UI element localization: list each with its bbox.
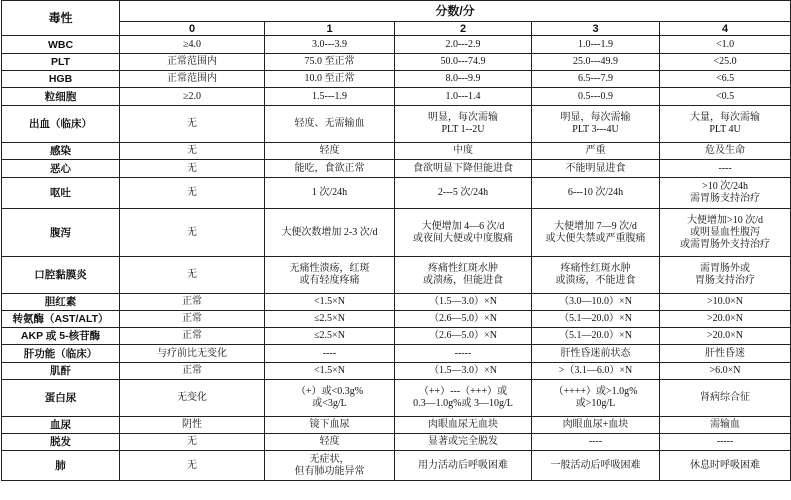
cell-text-line: （+）或<0.3g% xyxy=(295,386,364,397)
cell-text-line: <1.0 xyxy=(715,38,735,50)
cell-text-line: 10.0 至正常 xyxy=(304,73,355,84)
cell-text-line: 无 xyxy=(187,187,197,198)
grade-1-cell xyxy=(265,451,395,481)
grade-3-cell xyxy=(532,294,660,311)
grade-2-cell xyxy=(395,451,532,481)
cell-text-line: 或明显血性腹泻 xyxy=(690,226,761,238)
cell-text-line: 需胃肠支持治疗 xyxy=(690,193,761,204)
grade-2-cell xyxy=(395,88,532,106)
grade-4-cell xyxy=(660,54,791,71)
cell-text-line: 正常范围内 xyxy=(167,73,217,84)
cell-text-line: 能吃，食欲正常 xyxy=(294,162,365,174)
table-row xyxy=(2,363,791,380)
cell-text-line: 无痛性溃疡，红斑 xyxy=(289,263,370,274)
grade-4-cell xyxy=(660,328,791,345)
grade-4-cell xyxy=(660,36,791,54)
cell-text-line: 疼痛性红斑水肿 xyxy=(428,263,498,274)
cell-text-line: ≤2.5×N xyxy=(314,313,345,324)
grade-3-cell xyxy=(532,363,660,380)
grade-1-header: 1 xyxy=(265,22,395,36)
cell-text-line: 0.5---0.9 xyxy=(578,90,613,102)
cell-text-line: 无 xyxy=(187,436,197,447)
grade-0-cell xyxy=(120,88,265,106)
table-row xyxy=(2,380,791,417)
grade-4-cell xyxy=(660,209,791,257)
grade-1-cell xyxy=(265,380,395,417)
cell-text-line: 明显，每次需输 xyxy=(428,112,498,123)
grade-3-cell xyxy=(532,71,660,88)
grade-3-cell xyxy=(532,417,660,434)
table-row xyxy=(2,54,791,71)
cell-text-line: 与疗前比无变化 xyxy=(157,347,227,359)
table-body xyxy=(2,36,791,481)
table-row xyxy=(2,143,791,160)
cell-text-line: PLT 1--2U xyxy=(441,124,485,135)
grade-0-cell xyxy=(120,54,265,71)
cell-text-line: 75.0 至正常 xyxy=(304,56,355,67)
table-row xyxy=(2,434,791,451)
cell-text-line: ----- xyxy=(454,347,472,359)
row-header: AKP 或 5-核苷酶 xyxy=(2,328,120,345)
grade-0-cell xyxy=(120,294,265,311)
row-header: 粒细胞 xyxy=(2,88,120,106)
grade-1-cell xyxy=(265,363,395,380)
cell-text-line: ---- xyxy=(718,162,732,174)
grade-2-cell xyxy=(395,434,532,451)
grade-0-cell xyxy=(120,451,265,481)
grade-1-cell xyxy=(265,71,395,88)
cell-text-line: （3.0—10.0）×N xyxy=(559,296,632,307)
grade-1-cell xyxy=(265,257,395,294)
cell-text-line: 大量，每次需输 xyxy=(690,112,761,123)
grade-1-cell xyxy=(265,417,395,434)
grade-2-cell xyxy=(395,71,532,88)
cell-text-line: 轻度、无需输血 xyxy=(294,118,365,129)
cell-text-line: 肉眼血尿+血块 xyxy=(562,419,629,430)
cell-text-line: 显著或完全脱发 xyxy=(428,436,498,447)
toxicity-header: 毒性 xyxy=(2,1,120,36)
grade-3-cell xyxy=(532,160,660,178)
grade-2-header: 2 xyxy=(395,22,532,36)
row-header: 脱发 xyxy=(2,434,120,451)
cell-text-line: （2.6—5.0）×N xyxy=(429,330,497,341)
row-header: 口腔黏膜炎 xyxy=(2,257,120,294)
row-header: 恶心 xyxy=(2,160,120,178)
cell-text-line: 正常 xyxy=(182,313,202,324)
grade-2-cell xyxy=(395,363,532,380)
cell-text-line: ---- xyxy=(322,347,337,359)
table-row xyxy=(2,345,791,363)
row-header: HGB xyxy=(2,71,120,88)
grade-1-cell xyxy=(265,178,395,209)
grade-2-cell xyxy=(395,143,532,160)
cell-text-line: >6.0×N xyxy=(709,365,741,376)
grade-3-cell xyxy=(532,54,660,71)
row-header: 呕吐 xyxy=(2,178,120,209)
grade-1-cell xyxy=(265,106,395,143)
grade-1-cell xyxy=(265,209,395,257)
cell-text-line: 或>10g/L xyxy=(575,398,616,409)
grade-4-cell xyxy=(660,417,791,434)
cell-text-line: 或溃疡，不能进食 xyxy=(555,275,636,286)
grade-2-cell xyxy=(395,36,532,54)
grade-2-cell xyxy=(395,106,532,143)
grade-0-cell xyxy=(120,257,265,294)
row-header: 蛋白尿 xyxy=(2,380,120,417)
grade-2-cell xyxy=(395,54,532,71)
grade-1-cell xyxy=(265,434,395,451)
grade-4-cell xyxy=(660,311,791,328)
cell-text-line: （5.1—20.0）×N xyxy=(559,330,632,341)
cell-text-line: （1.5—3.0）×N xyxy=(429,296,497,307)
grade-4-cell xyxy=(660,363,791,380)
cell-text-line: 但有肺功能异常 xyxy=(294,465,365,477)
cell-text-line: 正常 xyxy=(182,365,202,376)
grade-0-cell xyxy=(120,71,265,88)
grade-3-cell xyxy=(532,434,660,451)
grade-4-cell xyxy=(660,345,791,363)
cell-text-line: 2---5 次/24h xyxy=(437,187,489,198)
cell-text-line: 需输血 xyxy=(710,419,741,430)
cell-text-line: 无 xyxy=(187,269,197,280)
cell-text-line: 无症状， xyxy=(309,453,350,465)
cell-text-line: 或需胃肠外支持治疗 xyxy=(680,238,771,250)
row-header: PLT xyxy=(2,54,120,71)
cell-text-line: 用力活动后呼吸困难 xyxy=(418,459,508,471)
grade-3-cell xyxy=(532,143,660,160)
cell-text-line: （1.5—3.0）×N xyxy=(429,365,497,376)
table-row xyxy=(2,88,791,106)
grade-3-cell xyxy=(532,209,660,257)
grade-2-cell xyxy=(395,178,532,209)
grade-0-cell xyxy=(120,178,265,209)
cell-text-line: 或<3g/L xyxy=(312,398,347,409)
cell-text-line: 大便次数增加 2-3 次/d xyxy=(281,226,378,238)
row-header: 胆红素 xyxy=(2,294,120,311)
grade-4-cell xyxy=(660,451,791,481)
grade-0-cell xyxy=(120,328,265,345)
cell-text-line: 无 xyxy=(187,459,197,471)
table-row xyxy=(2,311,791,328)
grade-1-cell xyxy=(265,328,395,345)
cell-text-line: 6.5---7.9 xyxy=(578,73,613,84)
cell-text-line: 无 xyxy=(187,118,197,129)
grade-4-cell xyxy=(660,143,791,160)
table-row xyxy=(2,36,791,54)
grade-3-cell xyxy=(532,380,660,417)
cell-text-line: 6---10 次/24h xyxy=(567,187,624,198)
toxicity-grading-table xyxy=(1,0,791,481)
grade-3-cell xyxy=(532,178,660,209)
grade-0-cell xyxy=(120,434,265,451)
cell-text-line: <1.5×N xyxy=(313,296,345,307)
row-header: 肝功能（临床） xyxy=(2,345,120,363)
cell-text-line: 1.0---1.9 xyxy=(578,38,613,50)
cell-text-line: 或有轻度疼痛 xyxy=(299,275,360,286)
grade-1-cell xyxy=(265,345,395,363)
grade-2-cell xyxy=(395,160,532,178)
grade-1-cell xyxy=(265,311,395,328)
cell-text-line: >20.0×N xyxy=(707,313,744,324)
row-header: 转氨酶（AST/ALT） xyxy=(2,311,120,328)
table-row xyxy=(2,160,791,178)
cell-text-line: 一般活动后呼吸困难 xyxy=(550,459,641,471)
cell-text-line: 0.3—1.0g%或 3—10g/L xyxy=(413,398,513,409)
grade-0-cell xyxy=(120,417,265,434)
row-header: 腹泻 xyxy=(2,209,120,257)
grade-3-cell xyxy=(532,36,660,54)
cell-text-line: ---- xyxy=(588,436,603,447)
cell-text-line: 肾病综合征 xyxy=(700,392,751,403)
table-row xyxy=(2,328,791,345)
row-header: 肺 xyxy=(2,451,120,481)
cell-text-line: 3.0---3.9 xyxy=(312,38,347,50)
cell-text-line: （2.6—5.0）×N xyxy=(429,313,497,324)
cell-text-line: >（3.1—6.0）×N xyxy=(558,365,633,376)
grade-0-cell xyxy=(120,143,265,160)
cell-text-line: 肝性昏迷前状态 xyxy=(560,347,631,359)
cell-text-line: 肝性昏迷 xyxy=(705,347,746,359)
cell-text-line: 明显，每次需输 xyxy=(560,112,631,123)
grade-2-cell xyxy=(395,257,532,294)
table-row xyxy=(2,178,791,209)
grade-1-cell xyxy=(265,143,395,160)
cell-text-line: 或大便失禁或严重腹痛 xyxy=(545,232,646,244)
cell-text-line: >20.0×N xyxy=(707,330,744,341)
grade-0-cell xyxy=(120,36,265,54)
grade-3-cell xyxy=(532,328,660,345)
grade-3-cell xyxy=(532,311,660,328)
grade-2-cell xyxy=(395,209,532,257)
grade-0-cell xyxy=(120,311,265,328)
cell-text-line: 或溃疡，但能进食 xyxy=(423,275,503,286)
score-header: 分数/分 xyxy=(120,1,791,22)
grade-4-cell xyxy=(660,434,791,451)
row-header: 感染 xyxy=(2,143,120,160)
grade-1-cell xyxy=(265,36,395,54)
cell-text-line: 严重 xyxy=(585,145,606,156)
cell-text-line: 正常范围内 xyxy=(167,56,217,67)
cell-text-line: 镜下血尿 xyxy=(309,419,350,430)
grade-4-cell xyxy=(660,160,791,178)
cell-text-line: 1.5---1.9 xyxy=(312,90,347,102)
cell-text-line: 大便增加>10 次/d xyxy=(687,214,763,226)
cell-text-line: 25.0---49.9 xyxy=(573,56,618,67)
grade-1-cell xyxy=(265,160,395,178)
cell-text-line: 胃肠支持治疗 xyxy=(695,275,756,286)
cell-text-line: 不能明显进食 xyxy=(565,162,626,174)
cell-text-line: 正常 xyxy=(182,296,202,307)
grade-3-cell xyxy=(532,451,660,481)
cell-text-line: >10 次/24h xyxy=(702,181,748,192)
cell-text-line: 轻度 xyxy=(319,145,340,156)
cell-text-line: 无 xyxy=(187,145,197,156)
grade-3-cell xyxy=(532,106,660,143)
cell-text-line: 肉眼血尿无血块 xyxy=(428,419,498,430)
cell-text-line: <1.5×N xyxy=(313,365,345,376)
grade-1-cell xyxy=(265,294,395,311)
grade-2-cell xyxy=(395,311,532,328)
cell-text-line: 1 次/24h xyxy=(311,187,348,198)
grade-3-cell xyxy=(532,345,660,363)
cell-text-line: 中度 xyxy=(453,145,473,156)
grade-1-cell xyxy=(265,88,395,106)
cell-text-line: 无 xyxy=(187,226,197,238)
cell-text-line: 危及生命 xyxy=(705,145,746,156)
grade-1-cell xyxy=(265,54,395,71)
grade-3-header: 3 xyxy=(532,22,660,36)
grade-3-cell xyxy=(532,257,660,294)
row-header: 血尿 xyxy=(2,417,120,434)
cell-text-line: PLT 3---4U xyxy=(572,124,619,135)
table-row xyxy=(2,417,791,434)
table-row xyxy=(2,71,791,88)
table-row xyxy=(2,106,791,143)
cell-text-line: ≤2.5×N xyxy=(314,330,345,341)
cell-text-line: 2.0---2.9 xyxy=(445,38,481,50)
table-row xyxy=(2,257,791,294)
grade-0-header: 0 xyxy=(120,22,265,36)
cell-text-line: 疼痛性红斑水肿 xyxy=(560,263,631,274)
grade-2-cell xyxy=(395,328,532,345)
cell-text-line: （5.1—20.0）×N xyxy=(559,313,632,324)
cell-text-line: （++++）或>1.0g% xyxy=(553,386,638,397)
grade-0-cell xyxy=(120,106,265,143)
cell-text-line: 或夜间大便或中度腹痛 xyxy=(413,232,513,244)
grade-4-cell xyxy=(660,294,791,311)
table-row xyxy=(2,209,791,257)
cell-text-line: 无 xyxy=(187,162,197,174)
row-header: 肌酐 xyxy=(2,363,120,380)
cell-text-line: >10.0×N xyxy=(707,296,744,307)
grade-0-cell xyxy=(120,345,265,363)
cell-text-line: 无变化 xyxy=(177,392,207,403)
grade-4-header: 4 xyxy=(660,22,791,36)
grade-4-cell xyxy=(660,106,791,143)
cell-text-line: ----- xyxy=(716,436,734,447)
cell-text-line: 大便增加 7—9 次/d xyxy=(554,220,637,232)
row-header: WBC xyxy=(2,36,120,54)
grade-4-cell xyxy=(660,178,791,209)
cell-text-line: <25.0 xyxy=(713,56,737,67)
cell-text-line: 50.0---74.9 xyxy=(440,56,486,67)
grade-2-cell xyxy=(395,345,532,363)
cell-text-line: ≥2.0 xyxy=(183,90,201,102)
grade-4-cell xyxy=(660,88,791,106)
cell-text-line: <0.5 xyxy=(715,90,735,102)
grade-0-cell xyxy=(120,380,265,417)
cell-text-line: ≥4.0 xyxy=(183,38,201,50)
cell-text-line: 食欲明显下降但能进食 xyxy=(413,162,513,174)
grade-0-cell xyxy=(120,209,265,257)
cell-text-line: 需胃肠外或 xyxy=(700,263,751,274)
cell-text-line: 轻度 xyxy=(319,436,340,447)
grade-2-cell xyxy=(395,380,532,417)
table-row xyxy=(2,294,791,311)
cell-text-line: 1.0---1.4 xyxy=(445,90,481,102)
cell-text-line: 正常 xyxy=(182,330,202,341)
cell-text-line: 大便增加 4—6 次/d xyxy=(421,220,505,232)
cell-text-line: 阴性 xyxy=(182,419,202,430)
cell-text-line: PLT 4U xyxy=(709,124,741,135)
cell-text-line: <6.5 xyxy=(715,73,735,84)
cell-text-line: 休息时呼吸困难 xyxy=(690,459,761,471)
table-row xyxy=(2,451,791,481)
cell-text-line: 8.0---9.9 xyxy=(445,73,481,84)
grade-4-cell xyxy=(660,257,791,294)
grade-0-cell xyxy=(120,363,265,380)
grade-4-cell xyxy=(660,380,791,417)
grade-0-cell xyxy=(120,160,265,178)
grade-4-cell xyxy=(660,71,791,88)
grade-2-cell xyxy=(395,294,532,311)
row-header: 出血（临床） xyxy=(2,106,120,143)
cell-text-line: （++）---（+++）或 xyxy=(418,386,508,397)
grade-3-cell xyxy=(532,88,660,106)
grade-2-cell xyxy=(395,417,532,434)
